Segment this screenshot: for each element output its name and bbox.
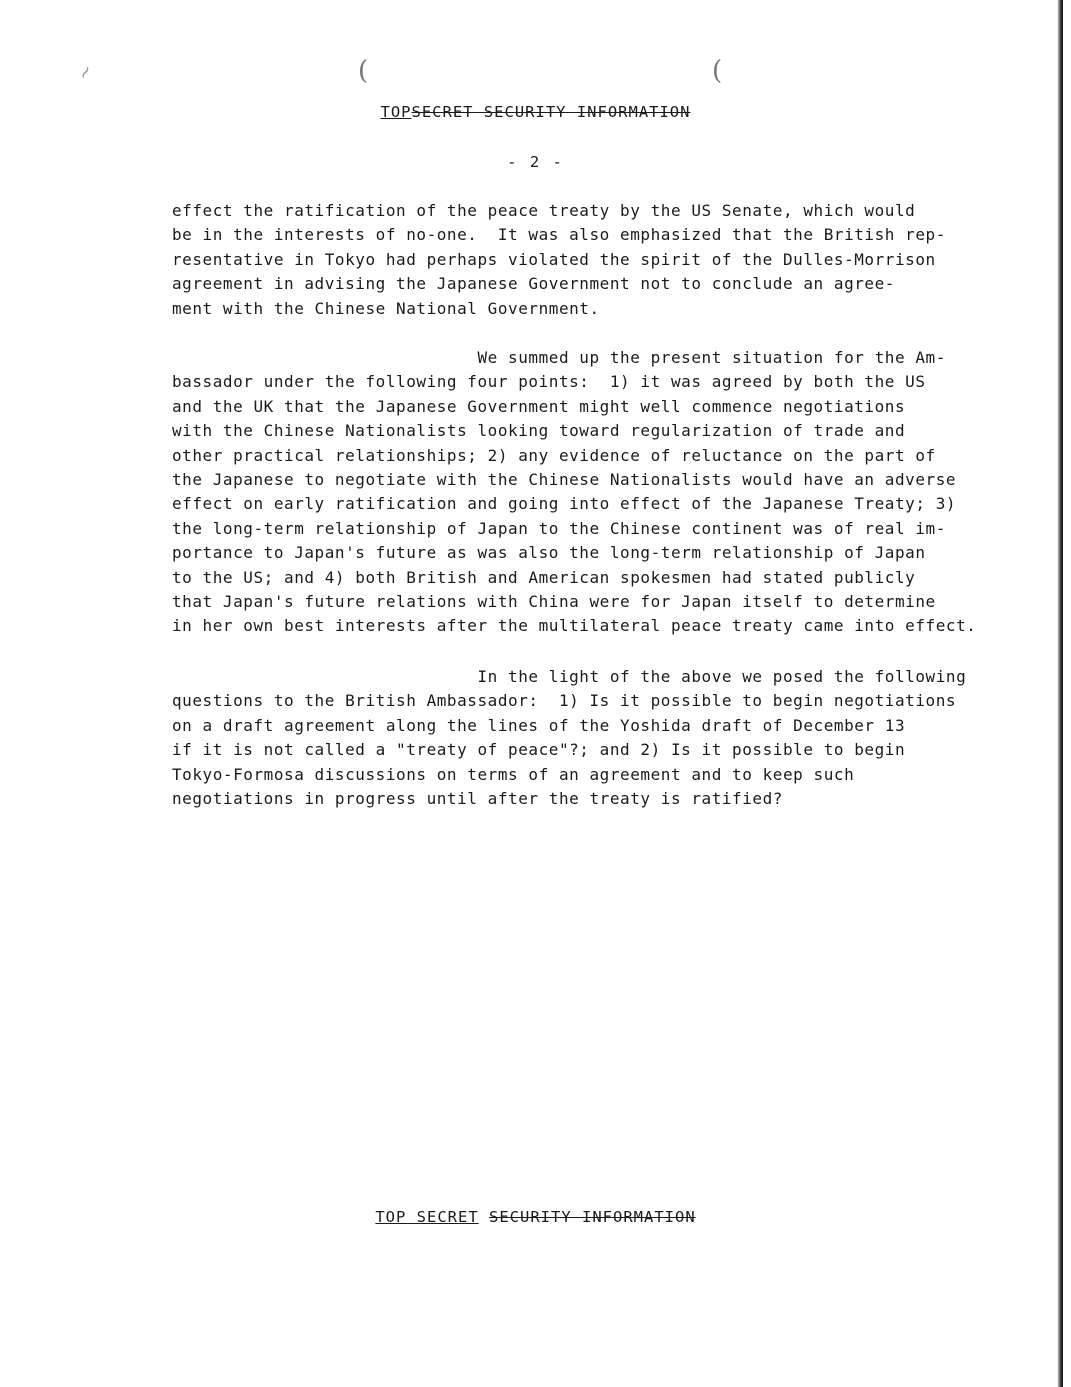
footer-classification-struck: SECURITY INFORMATION [489,1208,696,1226]
text-line: to the US; and 4) both British and American spokesmen had stated publicly [172,567,916,587]
text-line: on a draft agreement along the lines of the Yoshida draft of December 13 [172,715,906,735]
text-line: the long-term relationship of Japan to the Chinese continent was of real im- [172,518,946,538]
margin-scribble: ~ [72,60,99,85]
text-line: the Japanese to negotiate with the Chinese Nationalists would have an adverse [172,470,957,490]
text-line: effect the ratification of the peace treaty by the US Senate, which would [172,201,916,220]
text-line: bassador under the following four points: 1) it was agreed by both the US [172,372,926,392]
text-line: that Japan's future relations with China were for Japan itself to determine [172,592,936,612]
paragraph-3 [172,665,1018,811]
text-line: in her own best interests after the multilateral peace treaty came into effect. [172,616,977,636]
text-line: other practical relationships; 2) any evidence of reluctance on the part of [172,445,936,465]
classification-footer [0,1208,1071,1226]
text-line: with the Chinese Nationalists looking toward regularization of trade and [172,421,906,441]
paragraph-2 [172,346,1018,639]
paragraph-1 [172,199,1018,321]
text-line: agreement in advising the Japanese Government not to conclude an agree- [172,274,895,294]
text-line: and the UK that the Japanese Government might well commence negotiations [172,396,906,416]
text-line: resentative in Tokyo had perhaps violated the spirit of the Dulles-Morrison [172,249,936,269]
punch-mark-left: ( [358,56,369,86]
punch-mark-right: ( [712,56,723,86]
text-line: portance to Japan's future as was also the long-term relationship of Japan [172,543,926,563]
text-line: ment with the Chinese National Government. [172,298,600,318]
text-line: if it is not called a "treaty of peace"?; and 2) Is it possible to begin [172,740,906,760]
text-line: questions to the British Ambassador: 1) Is it possible to begin negotiations [172,691,957,711]
text-line: effect on early ratification and going into effect of the Japanese Treaty; 3) [172,494,957,514]
header-classification-struck: SECRET SECURITY INFORMATION [411,103,691,121]
classification-header [0,103,1071,121]
text-line: In the light of the above we posed the following [172,667,967,686]
header-classification-kept: TOP [380,103,412,121]
text-line: negotiations in progress until after the treaty is ratified? [172,789,783,809]
text-line: We summed up the present situation for the Am- [172,348,946,367]
footer-classification-kept: TOP SECRET [375,1208,479,1226]
page-edge [1057,0,1063,1387]
page-number: - 2 - [507,153,564,171]
text-line: Tokyo-Formosa discussions on terms of an agreement and to keep such [172,764,855,784]
text-line: be in the interests of no-one. It was also emphasized that the British rep- [172,225,946,245]
